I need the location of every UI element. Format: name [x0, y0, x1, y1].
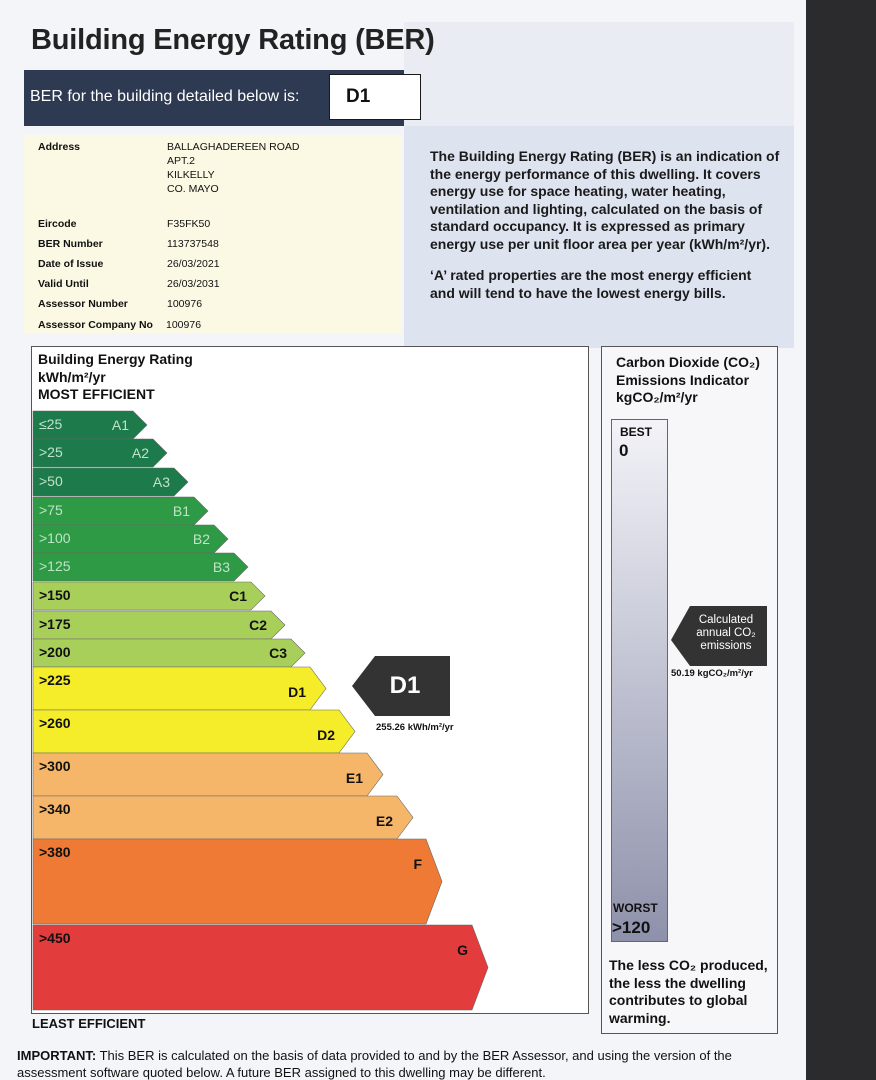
description-line: energy use for space heating, water heating, [430, 183, 726, 200]
co2-footer-line: the less the dwelling [609, 974, 746, 991]
assessor-number-label: Assessor Number [38, 298, 128, 310]
co2-pointer-label [686, 614, 766, 653]
band-range-d2: >260 [39, 715, 71, 731]
co2-footer-line: contributes to global [609, 992, 748, 1008]
address-label: Address [38, 141, 81, 153]
band-range-f: >380 [39, 844, 71, 860]
co2-heading-line: Emissions Indicator [616, 371, 750, 388]
address-line-2: APT.2 [167, 155, 196, 167]
address-line-3: KILKELLY [167, 169, 215, 181]
band-range-c3: >200 [39, 644, 71, 660]
co2-footer-line: The less CO₂ produced, [609, 957, 768, 973]
band-grade-a2: A2 [131, 445, 149, 461]
band-grade-b3: B3 [212, 559, 230, 575]
band-grade-b2: B2 [192, 531, 210, 547]
co2-best-value: 0 [619, 441, 629, 460]
band-grade-e1: E1 [345, 770, 363, 786]
co2-footer-line: warming. [609, 1009, 671, 1026]
co2-worst-value: >120 [612, 918, 651, 937]
description-line: ‘A’ rated properties are the most energy efficient [430, 267, 752, 283]
band-range-c2: >175 [39, 616, 71, 632]
band-range-e1: >300 [39, 758, 71, 774]
important-text: This BER is calculated on the basis of data provided to and by the BER Assessor, and using the version of the assessment software quoted below. A future BER assigned to this dwelling may be different. [17, 1048, 732, 1080]
band-range-b1: >75 [39, 502, 63, 518]
band-grade-c1: C1 [229, 588, 247, 604]
band-grade-d1: D1 [288, 684, 306, 700]
band-grade-g: G [457, 942, 468, 958]
band-grade-a1: A1 [111, 417, 129, 433]
band-range-g: >450 [39, 930, 71, 946]
ber-number-value: 113737548 [167, 238, 219, 250]
description-line: ventilation and lighting, calculated on the basis of [430, 200, 763, 217]
description-line: energy use per unit floor area per year (kWh/m²/yr). [430, 235, 770, 252]
band-grade-b1: B1 [172, 503, 190, 519]
description-line: and will tend to have the lowest energy bills. [430, 284, 726, 301]
ber-number-label: BER Number [38, 238, 103, 250]
ber-result-rating: D1 [329, 74, 421, 120]
important-label: IMPORTANT: [17, 1048, 97, 1063]
assessor-company-value: 100976 [166, 319, 202, 331]
band-grade-f: F [413, 856, 422, 872]
assessor-company-label: Assessor Company No [38, 319, 153, 331]
band-grade-e2: E2 [375, 813, 393, 829]
eircode-label: Eircode [38, 218, 77, 230]
band-range-a2: >25 [39, 444, 63, 460]
band-range-b3: >125 [39, 558, 71, 574]
co2-pointer-value: 50.19 kgCO₂/m²/yr [671, 668, 753, 679]
band-grade-d2: D2 [317, 727, 335, 743]
rating-pointer-value: 255.26 kWh/m²/yr [376, 722, 454, 733]
description-line: standard occupancy. It is expressed as primary [430, 218, 745, 235]
description-line: The Building Energy Rating (BER) is an indication of [430, 148, 780, 164]
band-grade-c2: C2 [249, 617, 267, 633]
valid-until-value: 26/03/2031 [167, 278, 220, 290]
rating-pointer-grade: D1 [389, 672, 421, 699]
scale-heading-line: Building Energy Rating [38, 351, 193, 367]
issue-date-label: Date of Issue [38, 258, 104, 270]
co2-heading-line: kgCO₂/m²/yr [616, 389, 698, 405]
page-title: Building Energy Rating (BER) [31, 24, 435, 56]
band-range-b2: >100 [39, 530, 71, 546]
viewer-side-strip [806, 0, 876, 1080]
band-range-a1: ≤25 [39, 416, 63, 432]
co2-footer-text [609, 957, 779, 1027]
important-notice [17, 1047, 797, 1080]
co2-pointer-line: emissions [700, 640, 752, 652]
least-efficient-label: LEAST EFFICIENT [32, 1016, 146, 1031]
scale-heading-line: MOST EFFICIENT [38, 386, 155, 402]
band-range-d1: >225 [39, 672, 71, 688]
ber-result-text: BER for the building detailed below is: [30, 88, 300, 105]
address-line-1: BALLAGHADEREEN ROAD [167, 141, 300, 153]
co2-heading-line: Carbon Dioxide (CO₂) [616, 354, 760, 370]
band-range-a3: >50 [39, 473, 63, 489]
band-range-c1: >150 [39, 587, 71, 603]
issue-date-value: 26/03/2021 [167, 258, 220, 270]
scale-heading-line: kWh/m²/yr [38, 368, 106, 385]
co2-worst-label: WORST [613, 901, 658, 915]
address-line-4: CO. MAYO [167, 183, 219, 195]
band-range-e2: >340 [39, 801, 71, 817]
assessor-number-value: 100976 [167, 298, 203, 310]
description-line: the energy performance of this dwelling. It covers [430, 165, 761, 182]
eircode-value: F35FK50 [167, 218, 211, 230]
co2-pointer-line: Calculated [698, 614, 754, 626]
band-grade-a3: A3 [152, 474, 170, 490]
valid-until-label: Valid Until [38, 278, 89, 290]
co2-best-label: BEST [620, 425, 653, 439]
co2-pointer-line: annual CO₂ [696, 627, 756, 639]
band-grade-c3: C3 [269, 645, 287, 661]
